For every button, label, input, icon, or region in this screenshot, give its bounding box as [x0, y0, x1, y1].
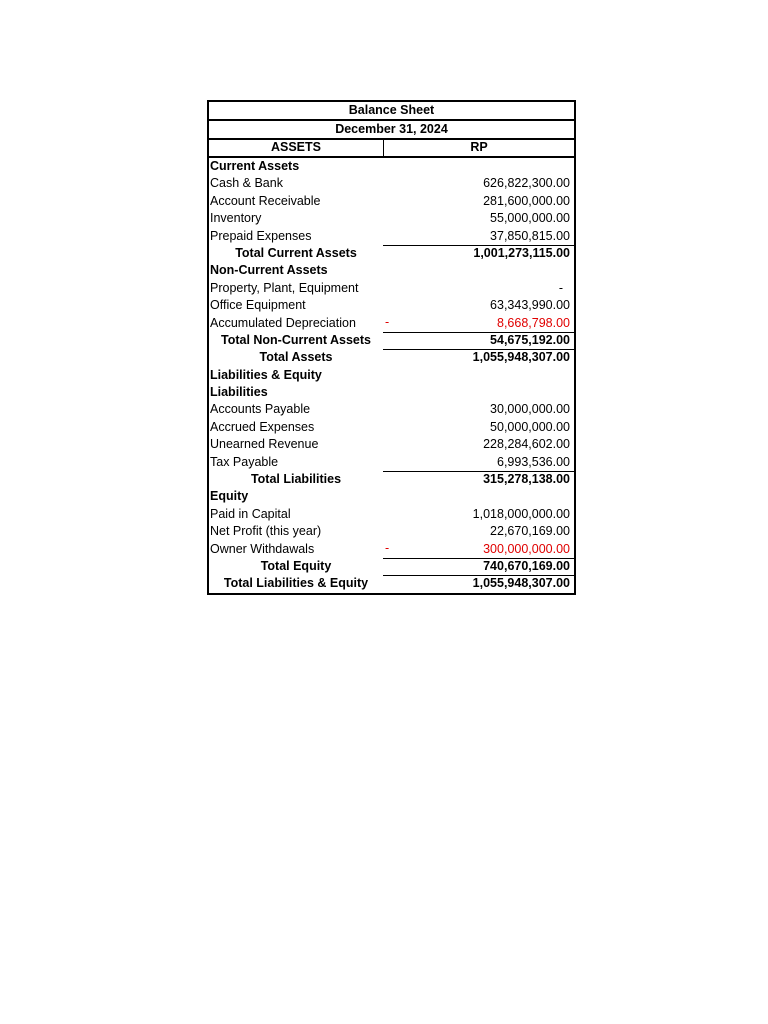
section-row [209, 262, 574, 279]
row-label: Prepaid Expenses [210, 228, 312, 243]
section-label: Liabilities [210, 385, 268, 400]
total-row [209, 245, 574, 262]
row-label: Accrued Expenses [210, 419, 315, 434]
table-row [209, 297, 574, 314]
balance-sheet-table [207, 100, 576, 595]
total-row [209, 332, 574, 349]
row-value: 30,000,000.00 [490, 402, 570, 417]
section-label: Liabilities & Equity [210, 367, 322, 382]
table-row [209, 523, 574, 540]
row-label: Total Assets [259, 350, 333, 365]
row-label: Unearned Revenue [210, 437, 319, 452]
table-row [209, 228, 574, 245]
row-value: 315,278,138.00 [483, 472, 570, 487]
section-row [209, 384, 574, 401]
row-value: 626,822,300.00 [483, 176, 570, 191]
table-row [209, 193, 574, 210]
table-row [209, 454, 574, 471]
row-label: Office Equipment [210, 298, 306, 313]
column-header-row [209, 140, 574, 158]
table-row [209, 401, 574, 418]
column-header-value: RP [470, 140, 488, 154]
row-label: Account Receivable [210, 193, 321, 208]
row-label: Total Equity [260, 558, 332, 573]
row-label: Cash & Bank [210, 176, 283, 191]
section-label: Current Assets [210, 159, 300, 173]
row-value: 228,284,602.00 [483, 437, 570, 452]
row-value: 1,001,273,115.00 [473, 245, 570, 260]
negative-sign: - [385, 314, 390, 329]
table-row [209, 280, 574, 297]
row-value: 1,018,000,000.00 [472, 506, 570, 521]
total-row [209, 558, 574, 575]
sheet-rows [209, 158, 574, 593]
section-row [209, 367, 574, 384]
table-row [209, 419, 574, 436]
total-row [209, 349, 574, 366]
table-row [209, 175, 574, 192]
section-row [209, 158, 574, 175]
row-value: 22,670,169.00 [490, 524, 570, 539]
negative-sign: - [385, 540, 390, 555]
table-row [209, 506, 574, 523]
row-value: 8,668,798.00 [497, 315, 570, 330]
row-label: Accumulated Depreciation [210, 315, 356, 330]
section-label: Equity [210, 489, 249, 504]
sheet-title: Balance Sheet [209, 102, 574, 121]
row-label: Total Liabilities & Equity [223, 576, 369, 591]
section-label: Non-Current Assets [210, 263, 328, 278]
row-value: 6,993,536.00 [497, 454, 570, 469]
table-row [209, 436, 574, 453]
row-label: Paid in Capital [210, 506, 291, 521]
total-row [209, 575, 574, 592]
table-row [209, 541, 574, 558]
total-row [209, 471, 574, 488]
row-label: Total Current Assets [235, 245, 357, 260]
table-row [209, 210, 574, 227]
row-label: Total Non-Current Assets [220, 332, 371, 347]
section-row [209, 488, 574, 505]
row-value: 281,600,000.00 [483, 193, 570, 208]
table-row [209, 315, 574, 332]
row-value: 300,000,000.00 [483, 541, 570, 556]
row-label: Property, Plant, Equipment [210, 280, 359, 295]
row-value: 1,055,948,307.00 [472, 350, 570, 365]
sheet-date: December 31, 2024 [209, 121, 574, 140]
row-label: Inventory [210, 211, 262, 226]
row-value: - [558, 280, 563, 295]
row-value: 1,055,948,307.00 [472, 576, 570, 591]
row-label: Owner Withdawals [210, 541, 315, 556]
row-value: 37,850,815.00 [490, 228, 570, 243]
row-label: Total Liabilities [250, 472, 342, 487]
row-value: 55,000,000.00 [490, 211, 570, 226]
row-value: 63,343,990.00 [490, 298, 570, 313]
row-value: 50,000,000.00 [490, 419, 570, 434]
row-label: Tax Payable [210, 454, 279, 469]
row-label: Net Profit (this year) [210, 524, 322, 539]
row-value: 740,670,169.00 [483, 558, 570, 573]
column-header-label: ASSETS [209, 140, 384, 156]
row-label: Accounts Payable [210, 402, 311, 417]
row-value: 54,675,192.00 [490, 332, 570, 347]
